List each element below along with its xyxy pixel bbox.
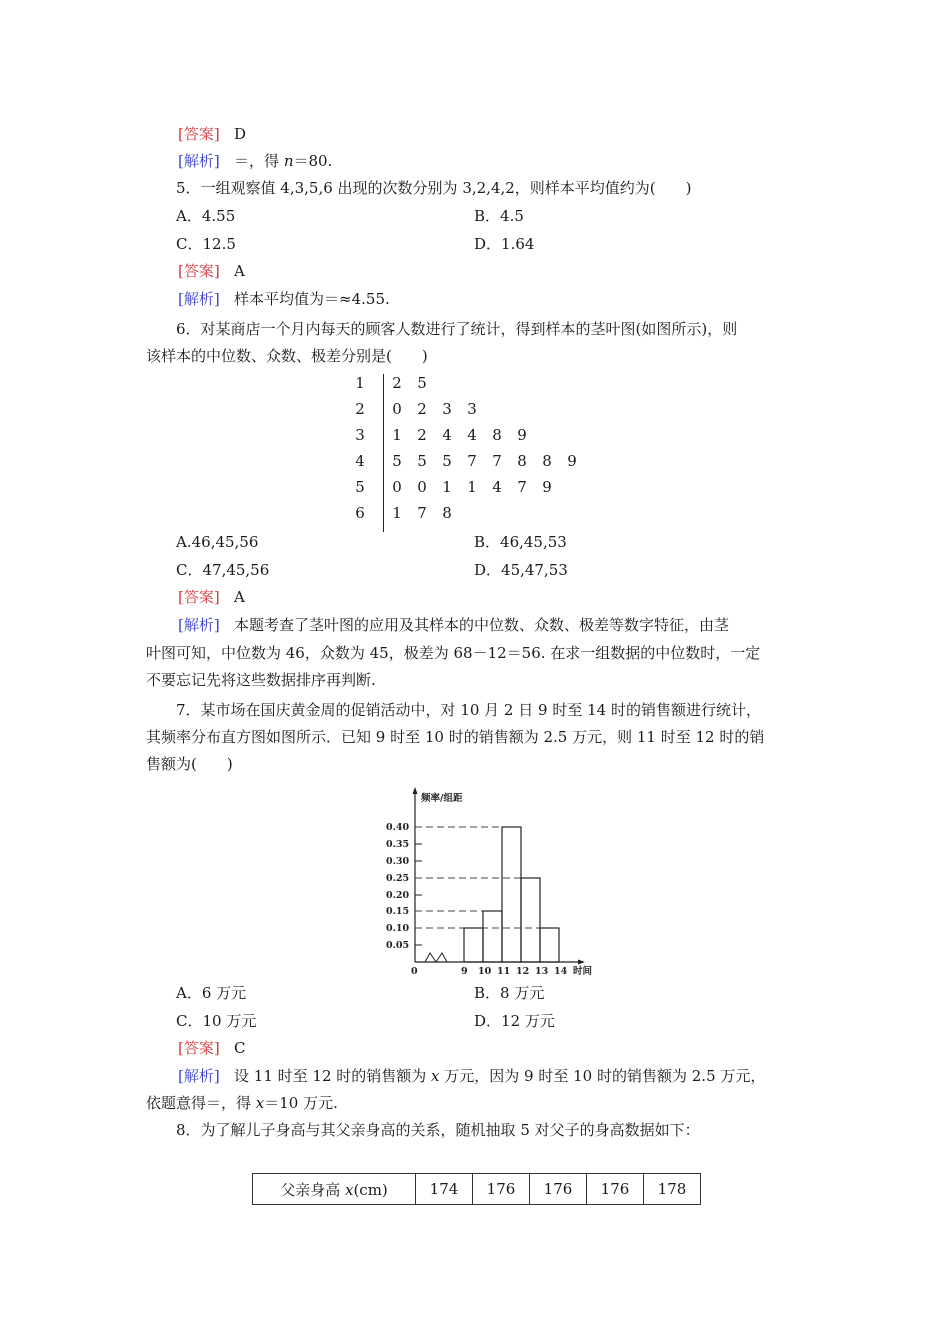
row-header (253, 1174, 416, 1205)
svg-text:0.30: 0.30 (386, 856, 410, 867)
answer-value: A (234, 262, 245, 280)
q7-option-c: C．10 万元 (176, 1012, 257, 1030)
q7-explain-line2 (146, 1093, 338, 1113)
leaf: 3 (467, 400, 477, 418)
explain-text: 样本平均值为＝≈4.55. (234, 290, 390, 308)
stem: 4 (355, 452, 365, 470)
leaf: 5 (417, 374, 427, 392)
leaf: 1 (392, 426, 402, 444)
q6-option-a: A.46,45,56 (176, 533, 259, 551)
svg-text:10: 10 (478, 966, 492, 975)
explain-label: [解析] (178, 152, 220, 170)
q5-option-a: A．4.55 (176, 207, 236, 225)
q8-stem: 8．为了解儿子身高与其父亲身高的关系，随机抽取 5 对父子的身高数据如下： (176, 1121, 700, 1139)
svg-text:9: 9 (461, 966, 468, 975)
leaf: 8 (517, 452, 527, 470)
row-header-unit: (cm) (353, 1180, 388, 1199)
table-cell: 178 (644, 1174, 701, 1205)
leaf: 9 (542, 478, 552, 496)
svg-text:0.15: 0.15 (386, 906, 410, 917)
table-cell: 176 (530, 1174, 587, 1205)
explain-text: 设 11 时至 12 时的销售额为 (234, 1067, 432, 1085)
q6-explain-line1 (178, 615, 729, 635)
stem: 2 (355, 400, 365, 418)
q6-explain-line3: 不要忘记先将这些数据排序再判断. (146, 671, 376, 689)
leaf: 2 (417, 400, 427, 418)
stem: 3 (355, 426, 365, 444)
leaf: 9 (567, 452, 577, 470)
q6-answer-line (178, 587, 245, 607)
table-cell: 176 (473, 1174, 530, 1205)
leaf: 1 (467, 478, 477, 496)
leaf: 2 (392, 374, 402, 392)
leaf: 0 (392, 400, 402, 418)
leaf: 5 (417, 452, 427, 470)
q7-explain-line1 (178, 1066, 765, 1086)
svg-text:0.35: 0.35 (386, 839, 410, 850)
q5-option-b: B．4.5 (474, 207, 524, 225)
answer-value: C (234, 1039, 246, 1057)
leaf: 1 (442, 478, 452, 496)
answer-label: [答案] (178, 125, 220, 143)
q7-option-b: B．8 万元 (474, 984, 545, 1002)
explain-label: [解析] (178, 290, 220, 308)
svg-text:0.40: 0.40 (386, 822, 410, 833)
q6-stem-line1: 6．对某商店一个月内每天的顾客人数进行了统计，得到样本的茎叶图(如图所示)，则 (176, 320, 738, 338)
frequency-histogram (375, 785, 605, 975)
explain-label: [解析] (178, 616, 220, 634)
q7-option-d: D．12 万元 (474, 1012, 555, 1030)
q5-option-c: C．12.5 (176, 235, 236, 253)
svg-text:频率/组距: 频率/组距 (421, 793, 463, 804)
leaf: 8 (542, 452, 552, 470)
answer-label: [答案] (178, 262, 220, 280)
leaf: 7 (417, 504, 427, 522)
svg-text:0.05: 0.05 (386, 940, 410, 951)
explain-text: 本题考查了茎叶图的应用及其样本的中位数、众数、极差等数字特征，由茎 (234, 616, 730, 634)
q7-option-a: A．6 万元 (176, 984, 247, 1002)
leaf: 3 (442, 400, 452, 418)
answer-label: [答案] (178, 588, 220, 606)
stem: 6 (355, 504, 365, 522)
explain-text-post: ＝10 万元. (264, 1094, 338, 1112)
leaf: 4 (492, 478, 502, 496)
leaf: 2 (417, 426, 427, 444)
svg-text:11: 11 (497, 966, 511, 975)
explain-var: x (255, 1094, 265, 1112)
height-data-table (252, 1173, 701, 1205)
svg-text:0.10: 0.10 (386, 923, 410, 934)
svg-text:12: 12 (516, 966, 530, 975)
answer-label: [答案] (178, 1039, 220, 1057)
row-header-text: 父亲身高 (280, 1180, 345, 1199)
explain-text-post: 万元，因为 9 时至 10 时的销售额为 2.5 万元， (439, 1067, 766, 1085)
q7-stem-line2: 其频率分布直方图如图所示．已知 9 时至 10 时的销售额为 2.5 万元，则 11 时至 12 时的销 (146, 728, 765, 746)
q5-stem: 5．一组观察值 4,3,5,6 出现的次数分别为 3,2,4,2，则样本平均值约为( ) (176, 179, 692, 197)
svg-text:0.25: 0.25 (386, 873, 410, 884)
histogram-svg (375, 785, 605, 975)
leaf: 7 (492, 452, 502, 470)
leaf: 7 (467, 452, 477, 470)
answer-value: D (234, 125, 247, 143)
q6-stem-line2: 该样本的中位数、众数、极差分别是( ) (146, 347, 428, 365)
svg-text:时间: 时间 (573, 966, 593, 975)
q6-option-c: C．47,45,56 (176, 561, 270, 579)
answer-value: A (234, 588, 245, 606)
explain-text-post: ＝80. (293, 152, 333, 170)
svg-text:0.20: 0.20 (386, 890, 410, 901)
svg-text:13: 13 (535, 966, 549, 975)
table-cell: 176 (587, 1174, 644, 1205)
q4-answer-line (178, 124, 246, 144)
leaf: 1 (392, 504, 402, 522)
leaf: 8 (442, 504, 452, 522)
q7-stem-line3: 售额为( ) (146, 755, 233, 773)
q6-option-d: D．45,47,53 (474, 561, 568, 579)
svg-text:14: 14 (554, 966, 568, 975)
explain-text: ＝，得 (234, 152, 284, 170)
leaf: 7 (517, 478, 527, 496)
q5-option-d: D．1.64 (474, 235, 535, 253)
stem: 5 (355, 478, 365, 496)
stem: 1 (355, 374, 365, 392)
explain-text: 依题意得＝，得 (146, 1094, 256, 1112)
explain-var: x (431, 1067, 440, 1085)
leaf: 0 (392, 478, 402, 496)
q7-answer-line (178, 1038, 246, 1058)
q6-explain-line2: 叶图可知，中位数为 46，众数为 45，极差为 68－12＝56. 在求一组数据的中位数时，一定 (146, 644, 761, 662)
leaf: 5 (442, 452, 452, 470)
table-cell: 174 (416, 1174, 473, 1205)
q7-stem-line1: 7．某市场在国庆黄金周的促销活动中，对 10 月 2 日 9 时至 14 时的销售额进行统计， (176, 701, 761, 719)
q4-explain-line (178, 151, 332, 171)
leaf: 4 (467, 426, 477, 444)
leaf: 8 (492, 426, 502, 444)
leaf: 0 (417, 478, 427, 496)
leaf: 9 (517, 426, 527, 444)
table-row (253, 1174, 701, 1205)
svg-text:0: 0 (411, 966, 418, 975)
leaf: 5 (392, 452, 402, 470)
q6-option-b: B．46,45,53 (474, 533, 567, 551)
q5-explain-line (178, 289, 390, 309)
row-header-var: x (344, 1180, 354, 1199)
stem-leaf-divider (383, 374, 384, 532)
q5-answer-line (178, 261, 245, 281)
explain-label: [解析] (178, 1067, 220, 1085)
explain-var: n (283, 152, 294, 170)
leaf: 4 (442, 426, 452, 444)
